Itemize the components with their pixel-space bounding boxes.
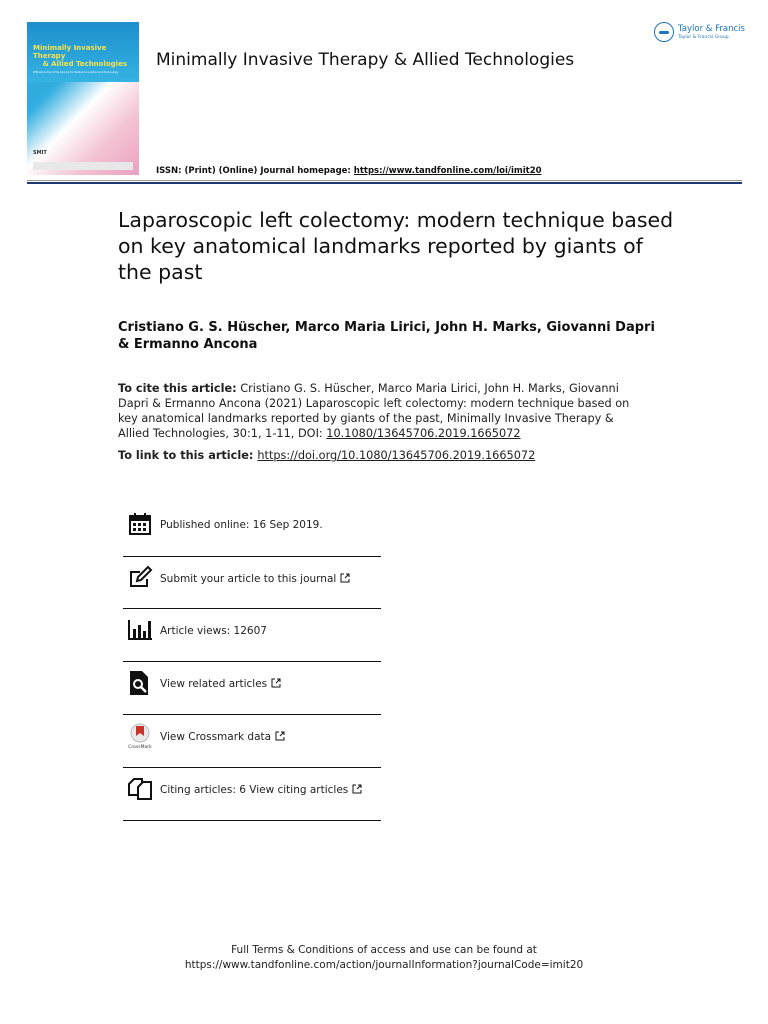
publisher-logo-icon (654, 22, 674, 42)
published-date: Published online: 16 Sep 2019. (160, 519, 323, 531)
issn-label: ISSN: (Print) (Online) Journal homepage: (156, 166, 354, 176)
citing-articles-icon (127, 776, 153, 802)
external-link-icon (271, 678, 281, 688)
doi-link[interactable]: 10.1080/13645706.2019.1665072 (326, 427, 521, 440)
crossmark-logo-text: CrossMark (128, 745, 152, 749)
cover-smit-logo: SMIT (33, 150, 47, 156)
header-rule-thin (27, 180, 742, 181)
publisher-logo (654, 22, 749, 46)
cite-text: Cristiano G. S. Hüscher, Marco Maria Lirici, John H. Marks, Giovanni Dapri & Ermanno Ancona (2021) Laparoscopic left colectomy: modern technique based on key anatomical landmarks reported by giants of the past, Minimally Invasive Therapy & Allied Technologies, 30:1, 1-11, DOI: (118, 382, 630, 440)
related-articles-label: View related articles (160, 678, 268, 690)
external-link-icon (352, 784, 362, 794)
crossmark-row[interactable] (123, 723, 381, 763)
article-link-line (118, 449, 535, 462)
calendar-icon (127, 511, 153, 537)
journal-homepage-link[interactable]: https://www.tandfonline.com/loi/imit20 (353, 166, 542, 176)
divider (123, 556, 381, 557)
submit-article-link[interactable] (160, 573, 350, 585)
divider (123, 820, 381, 821)
terms-footer (0, 943, 768, 973)
publisher-sub: Taylor & Francis Group (678, 35, 729, 40)
issn-line (156, 166, 542, 176)
link-label: To link to this article: (118, 449, 258, 462)
divider (123, 767, 381, 768)
cover-subtitle: Official Journal of the Society for Medical Innovation and Technology (33, 71, 119, 74)
external-link-icon (275, 731, 285, 741)
citing-articles-label: Citing articles: 6 View citing articles (160, 784, 349, 796)
cover-title-line1: Minimally Invasive Therapy (33, 44, 107, 60)
bar-chart-icon (127, 617, 153, 643)
journal-cover (27, 22, 139, 175)
cover-title-line2: & Allied Technologies (42, 60, 127, 68)
crossmark-icon (127, 723, 153, 749)
divider (123, 714, 381, 715)
cite-label: To cite this article: (118, 382, 237, 395)
journal-title: Minimally Invasive Therapy & Allied Technologies (156, 50, 575, 70)
citing-row[interactable] (123, 776, 381, 816)
article-title: Laparoscopic left colectomy: modern technique based on key anatomical landmarks reported by giants of the past (118, 208, 674, 284)
submit-row[interactable] (123, 565, 381, 605)
article-doi-url[interactable]: https://doi.org/10.1080/13645706.2019.1665072 (257, 449, 536, 462)
header-rule-thick (27, 182, 742, 184)
article-authors: Cristiano G. S. Hüscher, Marco Maria Lirici, John H. Marks, Giovanni Dapri & Ermanno Ancona (118, 320, 655, 352)
crossmark-label: View Crossmark data (160, 731, 272, 743)
cover-footer (33, 162, 133, 170)
divider (123, 661, 381, 662)
external-link-icon (340, 573, 350, 583)
search-document-icon (127, 670, 153, 696)
submit-article-label: Submit your article to this journal (160, 573, 337, 585)
terms-line1: Full Terms & Conditions of access and use can be found at (231, 944, 537, 956)
divider (123, 608, 381, 609)
published-row (123, 511, 381, 551)
views-row (123, 617, 381, 657)
terms-url[interactable]: https://www.tandfonline.com/action/journalInformation?journalCode=imit20 (184, 959, 584, 971)
article-views: Article views: 12607 (160, 625, 267, 637)
edit-icon (127, 565, 153, 591)
related-articles-link[interactable] (160, 678, 281, 690)
citation-block (118, 381, 648, 441)
publisher-name: Taylor & Francis (678, 24, 745, 34)
related-row[interactable] (123, 670, 381, 710)
crossmark-link[interactable] (160, 731, 285, 743)
citing-articles-link[interactable] (160, 784, 362, 796)
cover-title (33, 44, 133, 68)
